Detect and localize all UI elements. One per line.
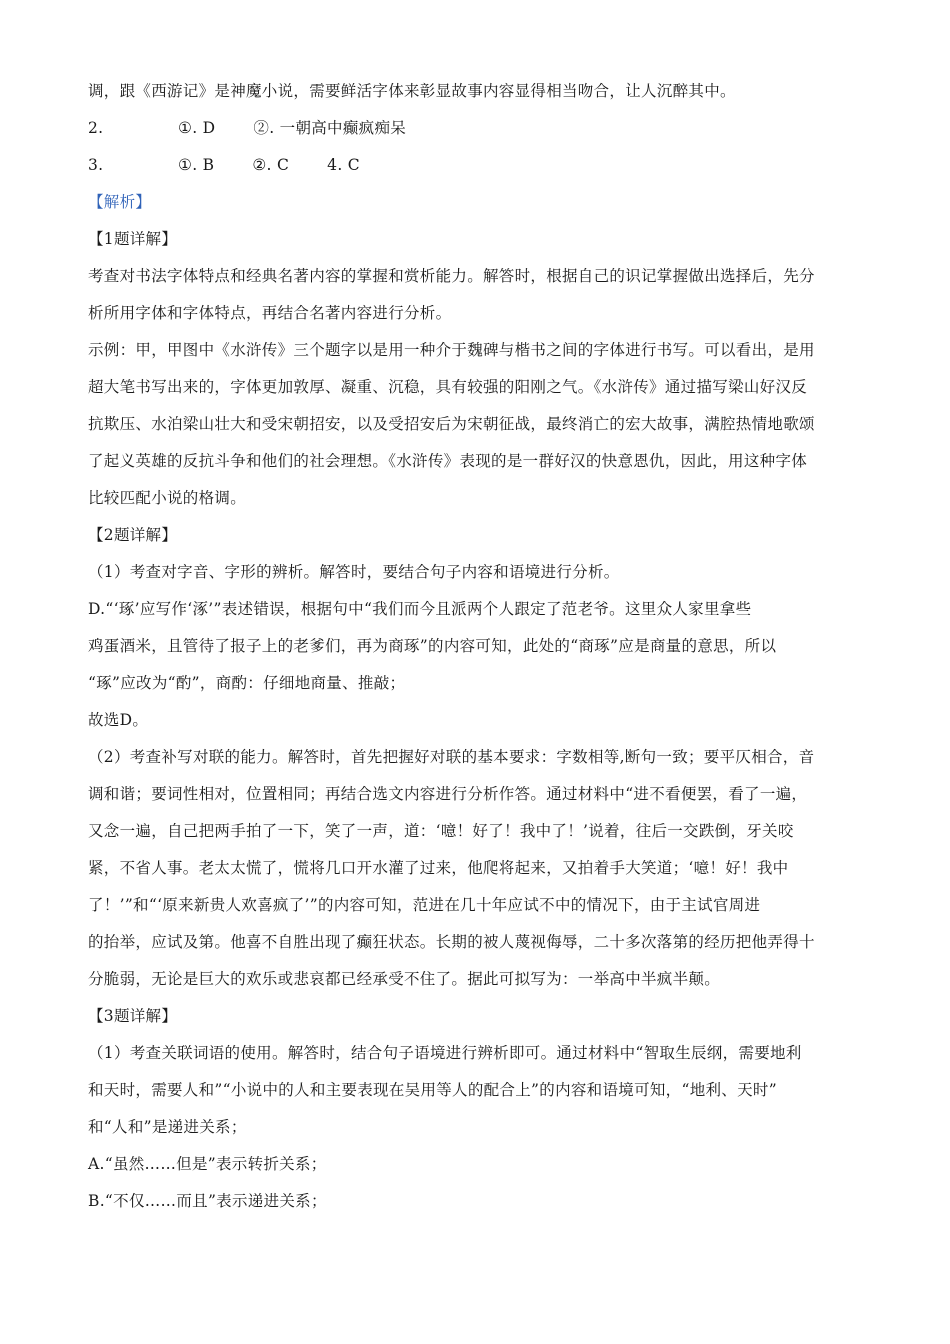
section-heading: 【3题详解】 — [88, 1007, 178, 1025]
text-line: 分脆弱，无论是巨大的欢乐或悲哀都已经承受不住了。据此可拟写为：一举高中半疯半颠。 — [88, 970, 721, 988]
text-line: 析所用字体和字体特点，再结合名著内容进行分析。 — [88, 304, 452, 322]
answer-item: ①. B — [178, 156, 215, 174]
text-line: 示例：甲，甲图中《水浒传》三个题字以是用一种介于魏碑与楷书之间的字体进行书写。可以看出，是用 — [88, 341, 815, 359]
section-heading: 【2题详解】 — [88, 526, 178, 544]
text-line: 和“人和”是递进关系； — [88, 1118, 247, 1136]
section-heading: 【1题详解】 — [88, 230, 178, 248]
text-line: 超大笔书写出来的，字体更加敦厚、凝重、沉稳，具有较强的阳刚之气。《水浒传》通过描写梁山好汉反 — [88, 378, 808, 396]
text-line: （1）考查对字音、字形的辨析。解答时，要结合句子内容和语境进行分析。 — [88, 563, 620, 581]
text-line: 和天时，需要人和”“小说中的人和主要表现在吴用等人的配合上”的内容和语境可知，“地利、天时” — [88, 1081, 777, 1099]
text-line: （1）考查关联词语的使用。解答时，结合句子语境进行辨析即可。通过材料中“智取生辰纲，需要地利 — [88, 1044, 802, 1062]
document-body — [88, 76, 868, 1223]
text-line: （2）考查补写对联的能力。解答时，首先把握好对联的基本要求：字数相等,断句一致；要平仄相合，音 — [88, 748, 815, 766]
answer-item: 4. C — [327, 156, 360, 174]
text-line: 紧，不省人事。老太太慌了，慌将几口开水灌了过来，他爬将起来，又拍着手大笑道；‘噫！好！我中 — [88, 859, 789, 877]
answer-row-2 — [88, 113, 868, 143]
answer-item: ①. D — [178, 119, 216, 137]
text-line: 鸡蛋酒米，且管待了报子上的老爹们，再为商琢”的内容可知，此处的“商琢”应是商量的意思，所以 — [88, 637, 777, 655]
text-line: 考查对书法字体特点和经典名著内容的掌握和赏析能力。解答时，根据自己的识记掌握做出选择后，先分 — [88, 267, 815, 285]
answer-number: 3. — [88, 156, 104, 174]
answer-item: ②. 一朝高中癫疯痴呆 — [253, 119, 407, 137]
answer-number: 2. — [88, 119, 104, 137]
text-line: 故选D。 — [88, 711, 149, 729]
text-line: 的抬举，应试及第。他喜不自胜出现了癫狂状态。长期的被人蔑视侮辱，二十多次落第的经历把他弄得十 — [88, 933, 815, 951]
text-line: 了！’”和“‘原来新贵人欢喜疯了’”的内容可知，范进在几十年应试不中的情况下，由于主试官周进 — [88, 896, 761, 914]
text-line: 调，跟《西游记》是神魔小说，需要鲜活字体来彰显故事内容显得相当吻合，让人沉醉其中。 — [88, 82, 736, 100]
text-line: 比较匹配小说的格调。 — [88, 489, 247, 507]
text-line: “琢”应改为“酌”，商酌：仔细地商量、推敲； — [88, 674, 406, 692]
text-line: 了起义英雄的反抗斗争和他们的社会理想。《水浒传》表现的是一群好汉的快意恩仇，因此，用这种字体 — [88, 452, 808, 470]
analysis-heading: 【解析】 — [88, 193, 152, 211]
text-line: 调和谐；要词性相对，位置相同；再结合选文内容进行分析作答。通过材料中“进不看便罢，看了一遍， — [88, 785, 808, 803]
answer-item: ②. C — [252, 156, 290, 174]
answer-row-3 — [88, 150, 868, 180]
text-line: A.“虽然……但是”表示转折关系； — [88, 1155, 327, 1173]
text-line: 又念一遍，自己把两手拍了一下，笑了一声，道：‘噫！好了！我中了！’说着，往后一交跌倒，牙关咬 — [88, 822, 794, 840]
text-line: 抗欺压、水泊梁山壮大和受宋朝招安，以及受招安后为宋朝征战，最终消亡的宏大故事，满腔热情地歌颂 — [88, 415, 815, 433]
text-line: B.“不仅……而且”表示递进关系； — [88, 1192, 327, 1210]
text-line: D.“‘琢’应写作‘涿’”表述错误，根据句中“我们而今且派两个人跟定了范老爷。这里众人家里拿些 — [88, 600, 752, 618]
